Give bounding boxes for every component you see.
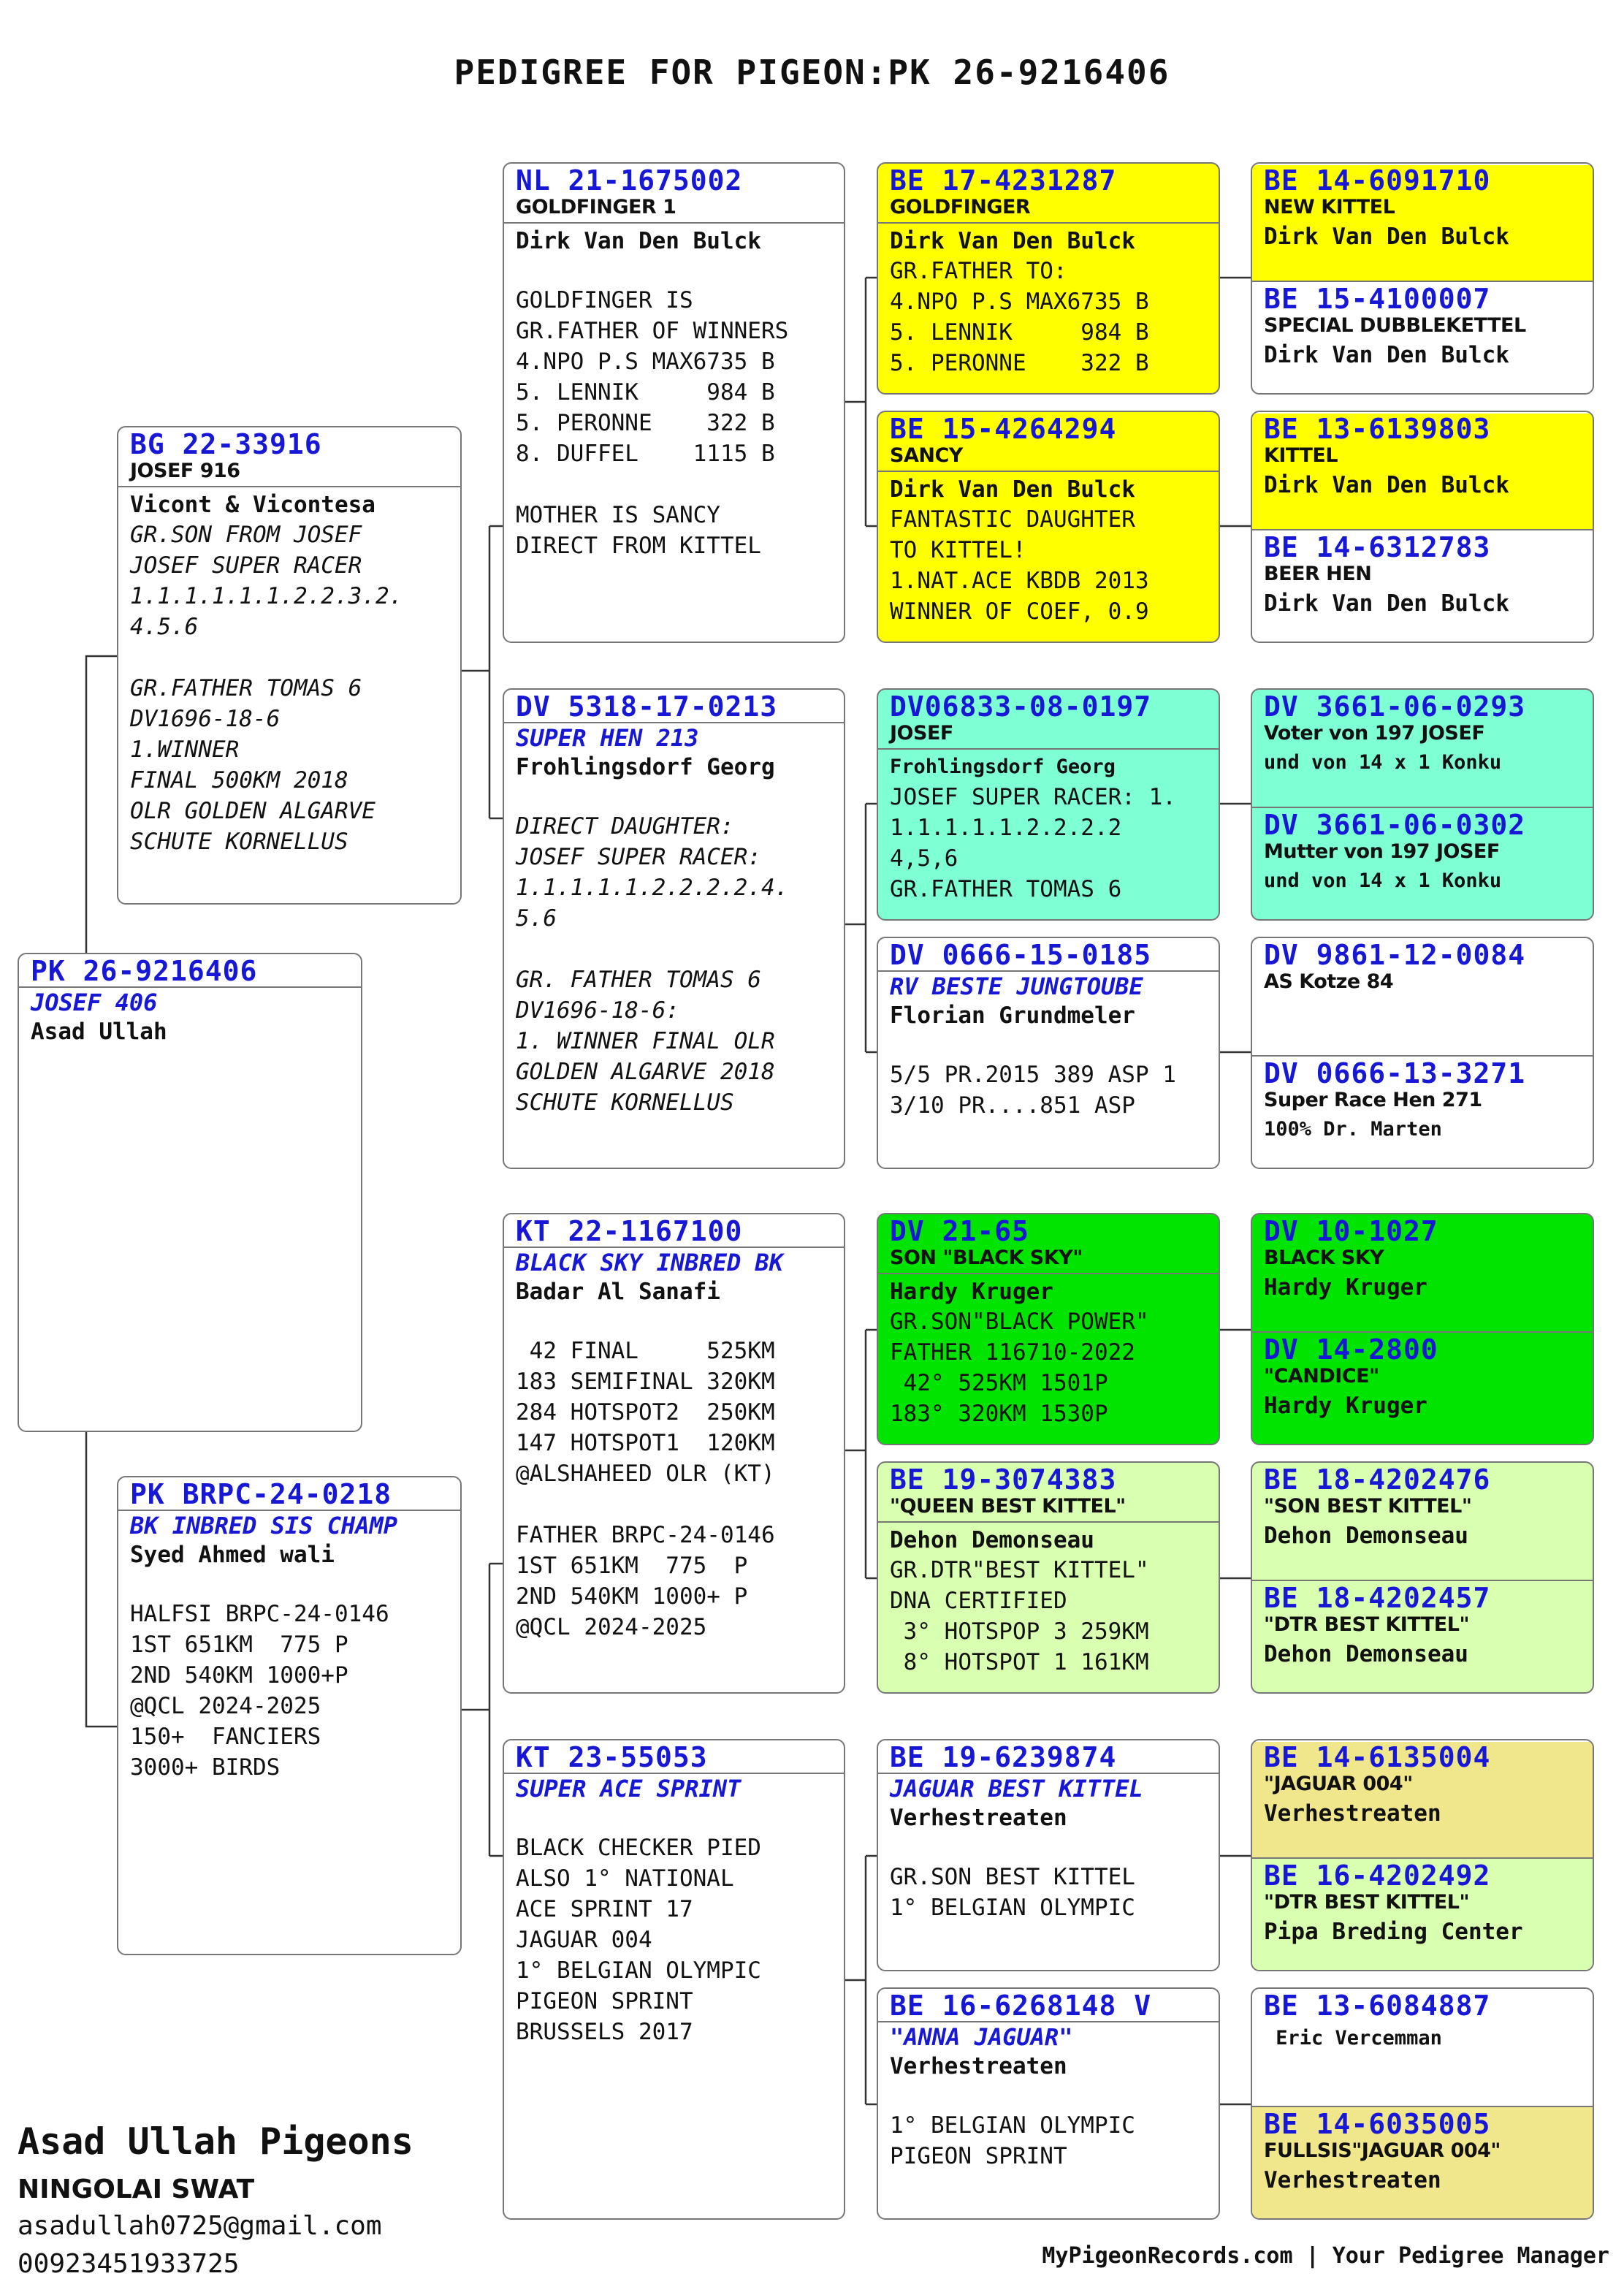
ds-ring-number: KT 22-1167100 — [516, 1215, 743, 1247]
sss-ring-number: BE 17-4231287 — [890, 164, 1117, 197]
g4-owner: und von 14 x 1 Konku — [1264, 751, 1502, 774]
sss-card — [877, 162, 1220, 395]
sds-ring-number: DV06833-08-0197 — [890, 690, 1152, 723]
dsd-card — [877, 1461, 1220, 1694]
ds-owner: Badar Al Sanafi — [516, 1279, 720, 1305]
dss-notes: GR.SON"BLACK POWER" FATHER 116710-2022 42° 525KM 1501P 183° 320KM 1530P — [890, 1309, 1149, 1427]
dam-name: BK INBRED SIS CHAMP — [130, 1512, 398, 1539]
breeder-name: Asad Ullah Pigeons — [18, 2120, 413, 2163]
g4-owner: Verhestreaten — [1264, 1800, 1441, 1827]
g4-ring-number: DV 0666-13-3271 — [1264, 1057, 1526, 1089]
dd-ring-number: KT 23-55053 — [516, 1741, 708, 1773]
g4-name: BEER HEN — [1264, 563, 1372, 585]
g4-ring-number: DV 3661-06-0302 — [1264, 809, 1526, 841]
g4-ring-number: BE 18-4202457 — [1264, 1582, 1491, 1614]
g4-name: "DTR BEST KITTEL" — [1264, 1613, 1470, 1636]
g4-owner: Dirk Van Den Bulck — [1264, 472, 1509, 498]
g4-pair-5 — [1251, 1213, 1594, 1445]
sd-ring-number: DV 5318-17-0213 — [516, 690, 778, 723]
g4-name: "DTR BEST KITTEL" — [1264, 1891, 1470, 1914]
g4-ring-number: DV 3661-06-0293 — [1264, 690, 1526, 723]
ssd-name: SANCY — [890, 444, 963, 467]
g4-ring-number: DV 10-1027 — [1264, 1215, 1438, 1247]
g4-pair-4 — [1251, 937, 1594, 1169]
breeder-phone: 00923451933725 — [18, 2249, 240, 2279]
sdd-card — [877, 937, 1220, 1169]
g4-name: FULLSIS"JAGUAR 004" — [1264, 2139, 1501, 2162]
g4-pair-3 — [1251, 688, 1594, 921]
dam-card — [117, 1476, 462, 1955]
page-title: PEDIGREE FOR PIGEON:PK 26-9216406 — [454, 53, 1170, 92]
dam-notes: HALFSI BRPC-24-0146 1ST 651KM 775 P 2ND 540KM 1000+P @QCL 2024-2025 150+ FANCIERS 3000+ BIRDS — [130, 1601, 389, 1781]
sss-notes: GR.FATHER TO: 4.NPO P.S MAX6735 B 5. LENNIK 984 B 5. PERONNE 322 B — [890, 258, 1149, 376]
g4-owner: Dehon Demonseau — [1264, 1641, 1468, 1667]
g4-ring-number: BE 14-6091710 — [1264, 164, 1491, 197]
g4-ring-number: DV 9861-12-0084 — [1264, 939, 1526, 971]
g4-owner: 100% Dr. Marten — [1264, 1118, 1442, 1141]
dds-name: JAGUAR BEST KITTEL — [890, 1775, 1143, 1803]
g4-name: AS Kotze 84 — [1264, 970, 1394, 993]
dss-ring-number: DV 21-65 — [890, 1215, 1030, 1247]
g4-owner: Pipa Breding Center — [1264, 1919, 1523, 1945]
ss-ring-number: NL 21-1675002 — [516, 164, 743, 197]
sss-name: GOLDFINGER — [890, 196, 1031, 218]
g4-owner: Dirk Van Den Bulck — [1264, 590, 1509, 617]
site-branding: MyPigeonRecords.com | Your Pedigree Manager — [1042, 2243, 1609, 2269]
dsd-notes: GR.DTR"BEST KITTEL" DNA CERTIFIED 3° HOTSPOP 3 259KM 8° HOTSPOT 1 161KM — [890, 1557, 1149, 1675]
dam-ring-number: PK BRPC-24-0218 — [130, 1478, 392, 1510]
g4-pair-1 — [1251, 162, 1594, 395]
ssd-notes: FANTASTIC DAUGHTER TO KITTEL! 1.NAT.ACE KBDB 2013 WINNER OF COEF, 0.9 — [890, 506, 1149, 625]
breeder-email: asadullah0725@gmail.com — [18, 2211, 382, 2241]
dds-owner: Verhestreaten — [890, 1805, 1067, 1831]
g4-ring-number: BE 14-6035005 — [1264, 2108, 1491, 2140]
ss-notes: GOLDFINGER IS GR.FATHER OF WINNERS 4.NPO P.S MAX6735 B 5. LENNIK 984 B 5. PERONNE 322 B 8. DUFFEL 1115 B MOTHER IS SANCY DIRECT FROM KITTEL — [516, 287, 789, 559]
sd-notes: DIRECT DAUGHTER: JOSEF SUPER RACER: 1.1.1.1.1.2.2.2.2.4. 5.6 GR. FATHER TOMAS 6 DV1696-18-6: 1. WINNER FINAL OLR GOLDEN ALGARVE 2018 SCHUTE KORNELLUS — [516, 813, 789, 1116]
dam-sire-card — [503, 1213, 845, 1694]
ddd-name: "ANNA JAGUAR" — [890, 2023, 1073, 2051]
g4-name: BLACK SKY — [1264, 1247, 1384, 1269]
sdd-notes: 5/5 PR.2015 389 ASP 1 3/10 PR....851 ASP — [890, 1062, 1176, 1119]
dam-dam-card — [503, 1739, 845, 2220]
ss-owner: Dirk Van Den Bulck — [516, 228, 761, 254]
g4-name: Super Race Hen 271 — [1264, 1089, 1482, 1111]
subject-owner: Asad Ullah — [31, 1019, 167, 1045]
ds-notes: 42 FINAL 525KM 183 SEMIFINAL 320KM 284 HOTSPOT2 250KM 147 HOTSPOT1 120KM @ALSHAHEED OLR (KT) FATHER BRPC-24-0146 1ST 651KM 775 P 2ND 540KM 1000+ P @QCL 2024-2025 — [516, 1338, 775, 1640]
subject-name: JOSEF 406 — [31, 989, 158, 1016]
sire-dam-card — [503, 688, 845, 1169]
ddd-notes: 1° BELGIAN OLYMPIC PIGEON SPRINT — [890, 2112, 1135, 2169]
dsd-ring-number: BE 19-3074383 — [890, 1464, 1117, 1496]
g4-pair-7 — [1251, 1739, 1594, 1971]
g4-name: Mutter von 197 JOSEF — [1264, 840, 1500, 863]
dds-notes: GR.SON BEST KITTEL 1° BELGIAN OLYMPIC — [890, 1864, 1135, 1921]
g4-ring-number: BE 13-6139803 — [1264, 413, 1491, 445]
sire-owner: Vicont & Vicontesa — [130, 492, 375, 518]
g4-owner: Hardy Kruger — [1264, 1393, 1427, 1419]
subject-ring-number: PK 26-9216406 — [31, 955, 258, 987]
ddd-ring-number: BE 16-6268148 V — [890, 1990, 1152, 2022]
g4-name: SPECIAL DUBBLEKETTEL — [1264, 314, 1526, 337]
sd-name: SUPER HEN 213 — [516, 724, 699, 752]
sire-notes: GR.SON FROM JOSEF JOSEF SUPER RACER 1.1.1.1.1.1.2.2.3.2. 4.5.6 GR.FATHER TOMAS 6 DV1696-18-6 1.WINNER FINAL 500KM 2018 OLR GOLDEN ALGARVE SCHUTE KORNELLUS — [130, 522, 403, 855]
g4-owner: Hardy Kruger — [1264, 1274, 1427, 1301]
g4-name: "JAGUAR 004" — [1264, 1773, 1413, 1795]
dam-owner: Syed Ahmed wali — [130, 1542, 335, 1568]
g4-name: Voter von 197 JOSEF — [1264, 722, 1485, 745]
g4-name: "CANDICE" — [1264, 1365, 1379, 1388]
dds-ring-number: BE 19-6239874 — [890, 1741, 1117, 1773]
dss-name: SON "BLACK SKY" — [890, 1247, 1083, 1269]
dsd-name: "QUEEN BEST KITTEL" — [890, 1495, 1126, 1518]
dss-owner: Hardy Kruger — [890, 1279, 1053, 1305]
sd-owner: Frohlingsdorf Georg — [516, 754, 775, 780]
ssd-card — [877, 411, 1220, 643]
sds-name: JOSEF — [890, 722, 953, 745]
g4-ring-number: BE 15-4100007 — [1264, 283, 1491, 315]
g4-name: NEW KITTEL — [1264, 196, 1395, 218]
g4-owner: Dirk Van Den Bulck — [1264, 224, 1509, 250]
ddd-card — [877, 1987, 1220, 2220]
g4-owner: Dirk Van Den Bulck — [1264, 342, 1509, 368]
dd-notes: BLACK CHECKER PIED ALSO 1° NATIONAL ACE SPRINT 17 JAGUAR 004 1° BELGIAN OLYMPIC PIGEON SPRINT BRUSSELS 2017 — [516, 1835, 761, 2045]
g4-ring-number: BE 16-4202492 — [1264, 1860, 1491, 1892]
sdd-name: RV BESTE JUNGTOUBE — [890, 973, 1143, 1000]
sds-owner: Frohlingsdorf Georg — [890, 756, 1116, 778]
g4-pair-6 — [1251, 1461, 1594, 1694]
ssd-ring-number: BE 15-4264294 — [890, 413, 1117, 445]
g4-pair-8 — [1251, 1987, 1594, 2220]
sire-sire-card — [503, 162, 845, 643]
sdd-ring-number: DV 0666-15-0185 — [890, 939, 1152, 971]
dsd-owner: Dehon Demonseau — [890, 1527, 1094, 1553]
ds-name: BLACK SKY INBRED BK — [516, 1249, 784, 1276]
dds-card — [877, 1739, 1220, 1971]
g4-name: "SON BEST KITTEL" — [1264, 1495, 1472, 1518]
g4-name: KITTEL — [1264, 444, 1338, 467]
g4-ring-number: BE 14-6312783 — [1264, 531, 1491, 563]
sire-name: JOSEF 916 — [130, 460, 240, 482]
g4-ring-number: BE 14-6135004 — [1264, 1741, 1491, 1773]
sss-owner: Dirk Van Den Bulck — [890, 228, 1135, 254]
g4-ring-number: BE 18-4202476 — [1264, 1464, 1491, 1496]
ss-name: GOLDFINGER 1 — [516, 196, 676, 218]
subject-card — [18, 953, 362, 1432]
sds-notes: JOSEF SUPER RACER: 1. 1.1.1.1.1.2.2.2.2 4,5,6 GR.FATHER TOMAS 6 — [890, 784, 1176, 902]
sds-card — [877, 688, 1220, 921]
g4-ring-number: DV 14-2800 — [1264, 1333, 1438, 1366]
ddd-owner: Verhestreaten — [890, 2053, 1067, 2079]
g4-owner: Eric Vercemman — [1264, 2027, 1442, 2049]
dd-name: SUPER ACE SPRINT — [516, 1775, 742, 1803]
g4-pair-2 — [1251, 411, 1594, 643]
sire-ring-number: BG 22-33916 — [130, 428, 322, 460]
ssd-owner: Dirk Van Den Bulck — [890, 476, 1135, 503]
sdd-owner: Florian Grundmeler — [890, 1002, 1135, 1029]
breeder-location: NINGOLAI SWAT — [18, 2174, 255, 2204]
g4-owner: Dehon Demonseau — [1264, 1523, 1468, 1549]
sire-card — [117, 426, 462, 905]
g4-ring-number: BE 13-6084887 — [1264, 1990, 1491, 2022]
g4-owner: Verhestreaten — [1264, 2167, 1441, 2193]
g4-owner: und von 14 x 1 Konku — [1264, 869, 1502, 892]
dss-card — [877, 1213, 1220, 1445]
